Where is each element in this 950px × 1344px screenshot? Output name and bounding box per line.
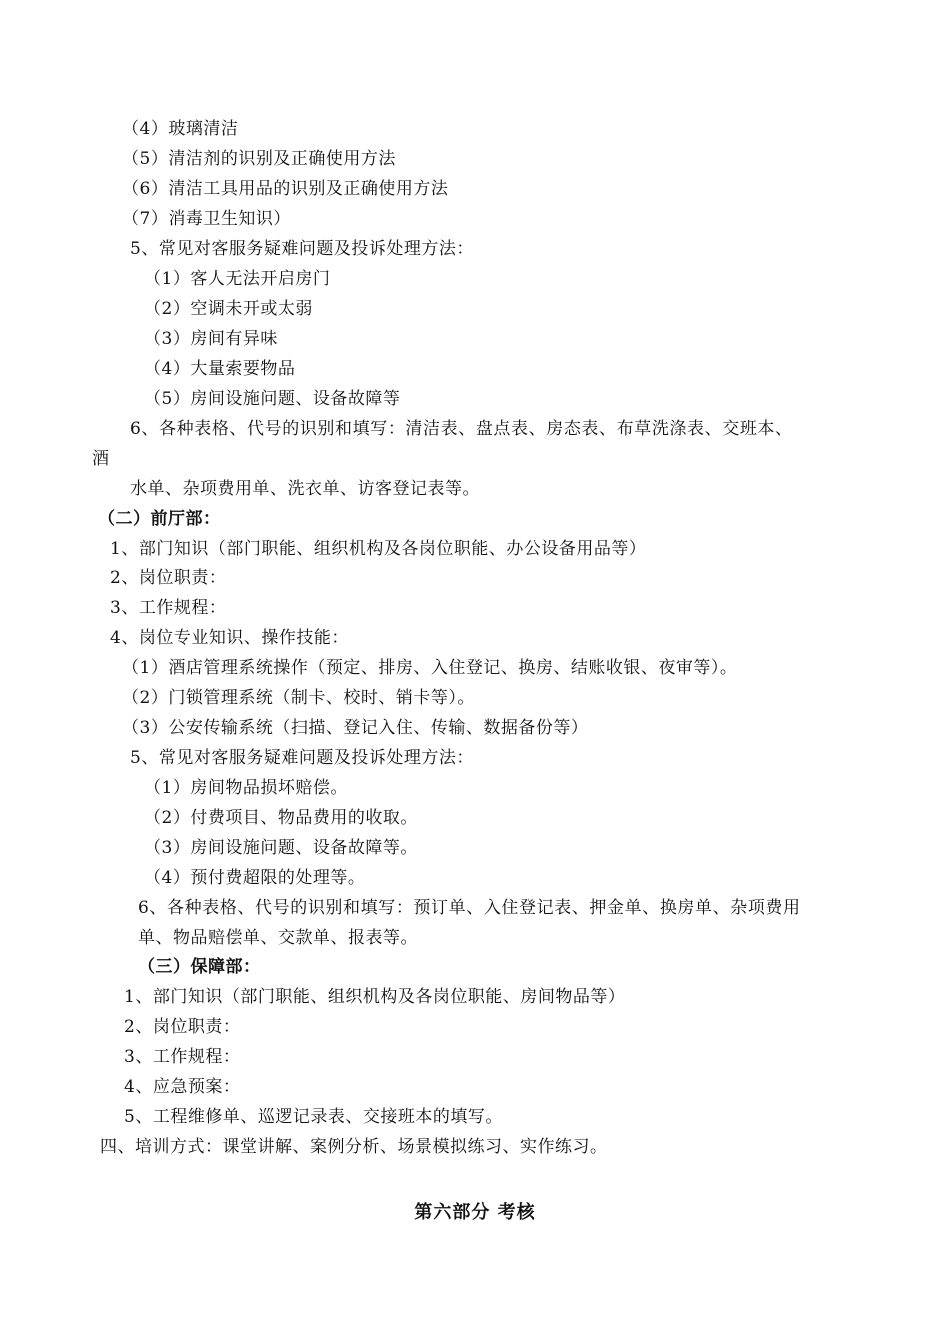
list-item: （7）消毒卫生知识） bbox=[122, 209, 291, 229]
list-item: （2）门锁管理系统（制卡、校时、销卡等）。 bbox=[122, 688, 475, 708]
list-item: 5、工程维修单、巡逻记录表、交接班本的填写。 bbox=[124, 1107, 503, 1127]
list-item: 2、岗位职责： bbox=[124, 1017, 241, 1037]
list-item-continuation: 单、物品赔偿单、交款单、报表等。 bbox=[138, 928, 418, 948]
list-item: （4）预付费超限的处理等。 bbox=[144, 868, 366, 888]
list-item: （3）房间设施问题、设备故障等。 bbox=[144, 838, 418, 858]
list-item: （3）房间有异味 bbox=[144, 329, 278, 349]
section-heading-support: （三）保障部： bbox=[138, 957, 261, 977]
list-item-continuation: 酒 bbox=[92, 449, 110, 469]
list-item: 6、各种表格、代号的识别和填写：清洁表、盘点表、房态表、布草洗涤表、交班本、 bbox=[130, 419, 793, 439]
list-item: （2）空调未开或太弱 bbox=[144, 299, 313, 319]
list-item: 2、岗位职责： bbox=[110, 568, 227, 588]
list-item: （6）清洁工具用品的识别及正确使用方法 bbox=[122, 179, 449, 199]
list-item: 3、工作规程： bbox=[110, 598, 227, 618]
list-item: （5）房间设施问题、设备故障等 bbox=[144, 389, 401, 409]
section-title: 第六部分 考核 bbox=[414, 1202, 536, 1223]
list-item: （5）清洁剂的识别及正确使用方法 bbox=[122, 149, 396, 169]
list-item: 5、常见对客服务疑难问题及投诉处理方法： bbox=[130, 239, 474, 259]
list-item: （2）付费项目、物品费用的收取。 bbox=[144, 808, 418, 828]
list-item-continuation: 水单、杂项费用单、洗衣单、访客登记表等。 bbox=[130, 479, 480, 499]
list-item: 6、各种表格、代号的识别和填写：预订单、入住登记表、押金单、换房单、杂项费用 bbox=[138, 898, 801, 918]
list-item: （1）客人无法开启房门 bbox=[144, 269, 331, 289]
list-item: 4、岗位专业知识、操作技能： bbox=[110, 628, 349, 648]
list-item: 5、常见对客服务疑难问题及投诉处理方法： bbox=[130, 748, 474, 768]
list-item: 4、应急预案： bbox=[124, 1077, 241, 1097]
list-item: 1、部门知识（部门职能、组织机构及各岗位职能、办公设备用品等） bbox=[110, 539, 647, 559]
list-item: 3、工作规程： bbox=[124, 1047, 241, 1067]
section-heading-front-office: （二）前厅部： bbox=[98, 509, 221, 529]
list-item: （1）房间物品损坏赔偿。 bbox=[144, 778, 348, 798]
list-item: （1）酒店管理系统操作（预定、排房、入住登记、换房、结账收银、夜审等）。 bbox=[122, 658, 738, 678]
list-item: 1、部门知识（部门职能、组织机构及各岗位职能、房间物品等） bbox=[124, 987, 626, 1007]
list-item: 四、培训方式：课堂讲解、案例分析、场景模拟练习、实作练习。 bbox=[100, 1137, 608, 1157]
list-item: （3）公安传输系统（扫描、登记入住、传输、数据备份等） bbox=[122, 718, 589, 738]
list-item: （4）大量索要物品 bbox=[144, 359, 296, 379]
list-item: （4）玻璃清洁 bbox=[122, 119, 239, 139]
